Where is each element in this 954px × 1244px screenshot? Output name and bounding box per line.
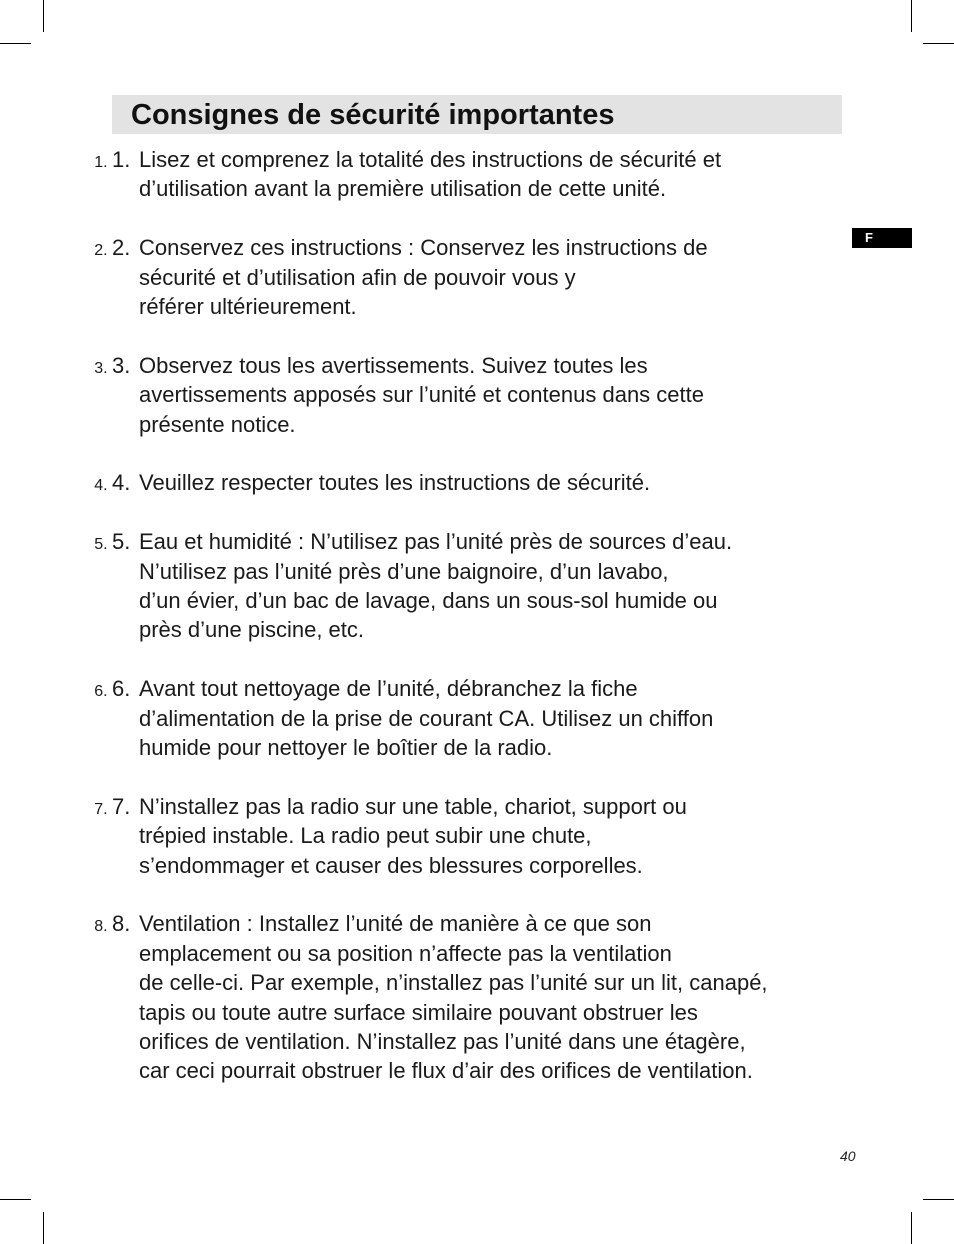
item-text-line: Lisez et comprenez la totalité des instructions de sécurité et xyxy=(139,147,722,172)
crop-mark xyxy=(43,1212,44,1244)
item-text-line: sécurité et d’utilisation afin de pouvoir vous y xyxy=(139,264,576,290)
item-text-line: tapis ou toute autre surface similaire pouvant obstruer les xyxy=(139,999,698,1025)
item-text xyxy=(139,527,852,645)
item-text-line: Conservez ces instructions : Conservez les instructions de xyxy=(139,235,708,261)
item-text xyxy=(139,468,852,497)
item-text xyxy=(139,674,852,762)
item-number: 2. 2. xyxy=(112,235,131,261)
item-text-line: Avant tout nettoyage de l’unité, débranchez la fiche xyxy=(139,676,638,702)
list-item xyxy=(112,468,852,497)
item-text-line: référer ultérieurement. xyxy=(139,294,357,319)
item-text-line: d’un évier, d’un bac de lavage, dans un sous-sol humide ou xyxy=(139,588,718,613)
crop-mark xyxy=(923,43,954,44)
item-text-line: trépied instable. La radio peut subir une chute, xyxy=(139,823,592,849)
item-text xyxy=(139,351,852,439)
item-text-line: emplacement ou sa position n’affecte pas la ventilation xyxy=(139,940,672,966)
item-text-line: près d’une piscine, etc. xyxy=(139,617,365,643)
item-number: 8. 8. xyxy=(112,911,131,937)
list-item xyxy=(112,674,852,762)
item-text-line: Veuillez respecter toutes les instructions de sécurité. xyxy=(139,470,651,496)
item-text xyxy=(139,792,852,880)
crop-mark xyxy=(911,1212,912,1244)
item-text-line: orifices de ventilation. N’installez pas l’unité dans une étagère, xyxy=(139,1029,746,1055)
item-text-line: Ventilation : Installez l’unité de manière à ce que son xyxy=(139,911,652,937)
crop-mark xyxy=(43,0,44,32)
item-text xyxy=(139,145,852,204)
item-number: 7. 7. xyxy=(112,793,131,819)
item-text xyxy=(139,233,852,321)
item-text-line: d’alimentation de la prise de courant CA. Utilisez un chiffon xyxy=(139,705,714,731)
crop-mark xyxy=(0,1199,31,1200)
crop-mark xyxy=(911,0,912,32)
item-number: 5. 5. xyxy=(112,529,131,555)
list-item xyxy=(112,145,852,204)
item-number: 3. 3. xyxy=(112,352,131,378)
item-text-line: d’utilisation avant la première utilisation de cette unité. xyxy=(139,176,667,202)
list-item xyxy=(112,351,852,439)
item-text-line: Eau et humidité : N’utilisez pas l’unité près de sources d’eau. xyxy=(139,529,733,555)
list-item xyxy=(112,233,852,321)
crop-mark xyxy=(0,43,31,44)
item-text-line: avertissements apposés sur l’unité et contenus dans cette xyxy=(139,382,704,408)
list-item xyxy=(112,792,852,880)
page-title: Consignes de sécurité importantes xyxy=(131,99,615,131)
item-number: 6. 6. xyxy=(112,676,131,702)
item-text-line: N’installez pas la radio sur une table, chariot, support ou xyxy=(139,793,687,819)
item-number: 4. 4. xyxy=(112,470,131,496)
crop-mark xyxy=(923,1199,954,1200)
language-tab: F xyxy=(852,228,912,248)
item-text xyxy=(139,909,852,1085)
list-item xyxy=(112,909,852,1085)
item-text-line: humide pour nettoyer le boîtier de la radio. xyxy=(139,735,553,760)
heading-bar xyxy=(112,95,842,134)
item-number: 1. 1. xyxy=(112,147,131,172)
page-number: 40 xyxy=(840,1148,856,1164)
item-text-line: N’utilisez pas l’unité près d’une baignoire, d’un lavabo, xyxy=(139,558,669,584)
item-text-line: de celle-ci. Par exemple, n’installez pas l’unité sur un lit, canapé, xyxy=(139,970,768,996)
item-text-line: Observez tous les avertissements. Suivez toutes les xyxy=(139,352,648,378)
item-text-line: s’endommager et causer des blessures corporelles. xyxy=(139,852,643,878)
list-item xyxy=(112,527,852,645)
item-text-line: car ceci pourrait obstruer le flux d’air des orifices de ventilation. xyxy=(139,1058,753,1084)
item-text-line: présente notice. xyxy=(139,411,296,437)
